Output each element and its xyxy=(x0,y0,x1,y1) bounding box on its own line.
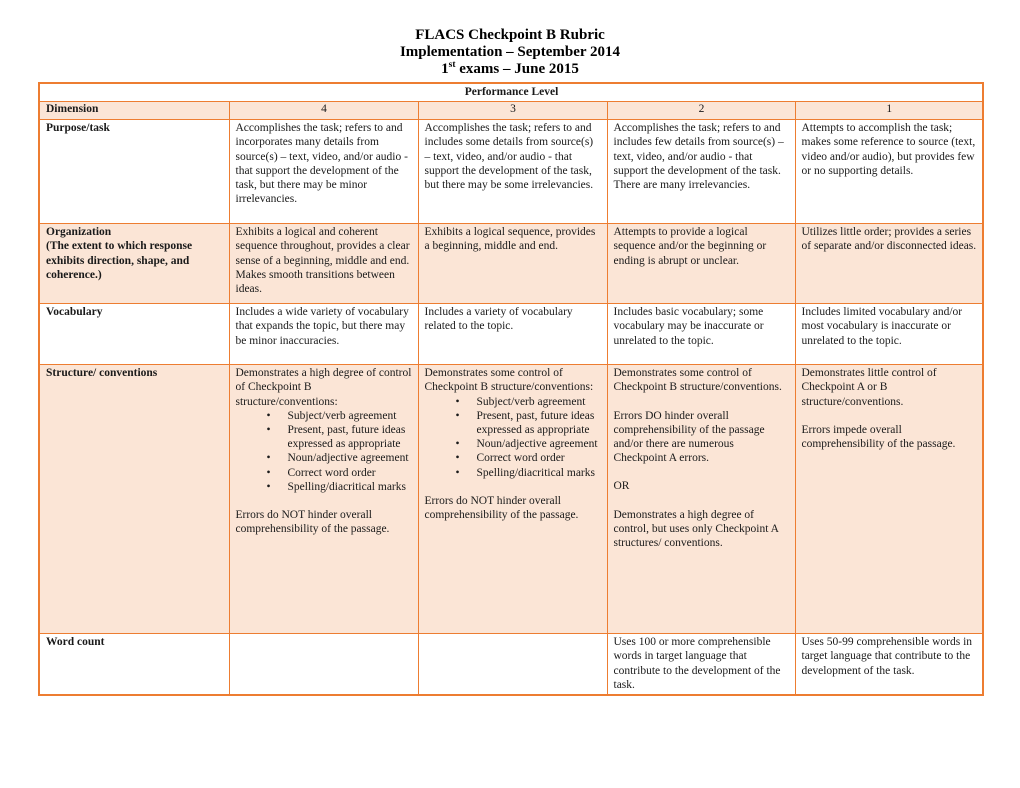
header-level-3: 3 xyxy=(418,102,607,120)
bullet-item: • Noun/adjective agreement xyxy=(425,437,602,451)
cell-paragraph: Accomplishes the task; refers to and includes few details from source(s) – text, video, and/or audio - that support the development of the task. There are many irrelevancies. xyxy=(613,122,784,192)
bullet-item: • Spelling/diacritical marks xyxy=(425,466,602,480)
cell-paragraph: Demonstrates some control of Checkpoint B structure/conventions: xyxy=(424,367,594,394)
header-level-4: 4 xyxy=(229,102,418,120)
blank-line xyxy=(614,494,790,508)
blank-line xyxy=(614,465,790,479)
cell-paragraph: Accomplishes the task; refers to and incorporates many details from source(s) – text, video, and/or audio - that support the development of the task, but there may be minor irrelevancies. xyxy=(235,122,408,206)
cell-vocabulary-level-2 xyxy=(607,304,795,365)
table-row-structure-conventions xyxy=(39,365,983,634)
dimension-organization xyxy=(39,224,229,304)
cell-paragraph: Errors DO hinder overall comprehensibility of the passage and/or there are numerous Checkpoint A errors. xyxy=(613,409,765,465)
cell-organization-level-3 xyxy=(418,224,607,304)
cell-structure-conventions-level-1 xyxy=(795,365,983,634)
bullet-item: • Present, past, future ideas expressed as appropriate xyxy=(425,409,602,437)
cell-structure-conventions-level-3 xyxy=(418,365,607,634)
dimension-label: Word count xyxy=(46,636,105,649)
cell-paragraph: Accomplishes the task; refers to and includes some details from source(s) – text, video, and/or audio - that support the development of the task, but there may be some irrelevancies. xyxy=(424,122,594,192)
cell-word-count-level-4 xyxy=(229,634,418,695)
performance-level-row xyxy=(39,83,983,102)
bullet-item: • Noun/adjective agreement xyxy=(236,451,413,465)
cell-paragraph: Includes basic vocabulary; some vocabulary may be inaccurate or unrelated to the topic. xyxy=(613,306,764,347)
blank-line xyxy=(236,494,413,508)
dimension-label: Vocabulary xyxy=(46,306,103,319)
cell-paragraph: Demonstrates a high degree of control, but uses only Checkpoint A structures/ conventions. xyxy=(613,508,779,550)
cell-purpose-task-level-1 xyxy=(795,120,983,224)
cell-paragraph: Attempts to provide a logical sequence and/or the beginning or ending is abrupt or unclear. xyxy=(613,226,767,267)
cell-paragraph: Uses 50-99 comprehensible words in target language that contribute to the development of the task. xyxy=(801,636,973,677)
title-line-2: Implementation – September 2014 xyxy=(399,44,621,60)
cell-paragraph: Demonstrates some control of Checkpoint B structure/conventions. xyxy=(613,367,782,394)
bullet-list xyxy=(236,409,413,494)
performance-level-header: Performance Level xyxy=(39,83,983,102)
dimension-label: Purpose/task xyxy=(46,122,110,135)
cell-paragraph: OR xyxy=(613,480,630,493)
cell-paragraph: Errors do NOT hinder overall comprehensibility of the passage. xyxy=(235,509,390,536)
bullet-item: • Subject/verb agreement xyxy=(236,409,413,423)
blank-line xyxy=(802,409,978,423)
dimension-purpose-task xyxy=(39,120,229,224)
cell-word-count-level-3 xyxy=(418,634,607,695)
cell-vocabulary-level-4 xyxy=(229,304,418,365)
dimension-label: Organization xyxy=(46,226,112,239)
cell-paragraph: Includes a variety of vocabulary related to the topic. xyxy=(424,306,573,333)
title-line-1: FLACS Checkpoint B Rubric xyxy=(415,27,605,43)
document-title xyxy=(0,27,1020,78)
cell-paragraph: Demonstrates a high degree of control of Checkpoint B structure/conventions: xyxy=(235,367,412,408)
header-dimension: Dimension xyxy=(39,102,229,120)
table-row-organization xyxy=(39,224,983,304)
header-level-2: 2 xyxy=(607,102,795,120)
bullet-item: • Present, past, future ideas expressed as appropriate xyxy=(236,423,413,451)
cell-paragraph: Attempts to accomplish the task; makes some reference to source (text, video and/or audio), but provides few or no supporting details. xyxy=(801,122,976,177)
cell-paragraph: Uses 100 or more comprehensible words in target language that contribute to the development of the task. xyxy=(613,636,781,691)
header-level-1: 1 xyxy=(795,102,983,120)
rubric-table xyxy=(38,82,984,696)
superscript-st: st xyxy=(448,60,456,70)
bullet-item: • Correct word order xyxy=(425,451,602,465)
table-row-purpose-task xyxy=(39,120,983,224)
cell-purpose-task-level-2 xyxy=(607,120,795,224)
table-row-vocabulary xyxy=(39,304,983,365)
cell-paragraph: Errors impede overall comprehensibility of the passage. xyxy=(801,423,956,451)
blank-line xyxy=(425,480,602,494)
dimension-vocabulary xyxy=(39,304,229,365)
cell-structure-conventions-level-4 xyxy=(229,365,418,634)
cell-organization-level-2 xyxy=(607,224,795,304)
cell-organization-level-4 xyxy=(229,224,418,304)
bullet-item: • Spelling/diacritical marks xyxy=(236,480,413,494)
cell-paragraph: Includes a wide variety of vocabulary that expands the topic, but there may be minor inaccuracies. xyxy=(235,306,409,347)
bullet-item: • Correct word order xyxy=(236,466,413,480)
cell-paragraph: Exhibits a logical and coherent sequence throughout, provides a clear sense of a beginning, middle and end. Makes smooth transitions between ideas. xyxy=(235,226,413,296)
bullet-list xyxy=(425,395,602,480)
cell-purpose-task-level-4 xyxy=(229,120,418,224)
blank-line xyxy=(614,395,790,409)
table-row-word-count xyxy=(39,634,983,695)
cell-purpose-task-level-3 xyxy=(418,120,607,224)
dimension-structure-conventions xyxy=(39,365,229,634)
cell-paragraph: Includes limited vocabulary and/or most vocabulary is inaccurate or unrelated to the topic. xyxy=(801,306,963,347)
cell-structure-conventions-level-2 xyxy=(607,365,795,634)
dimension-label: Structure/ conventions xyxy=(46,367,158,380)
column-header-row xyxy=(39,102,983,120)
title-line-3: 1st exams – June 2015 xyxy=(441,60,579,77)
cell-vocabulary-level-3 xyxy=(418,304,607,365)
cell-paragraph: Exhibits a logical sequence, provides a beginning, middle and end. xyxy=(424,226,596,253)
dimension-word-count xyxy=(39,634,229,695)
cell-organization-level-1 xyxy=(795,224,983,304)
cell-vocabulary-level-1 xyxy=(795,304,983,365)
cell-paragraph: Demonstrates little control of Checkpoint A or B structure/conventions. xyxy=(801,367,937,408)
cell-word-count-level-2 xyxy=(607,634,795,695)
cell-word-count-level-1 xyxy=(795,634,983,695)
cell-paragraph: Utilizes little order; provides a series of separate and/or disconnected ideas. xyxy=(801,226,977,253)
bullet-item: • Subject/verb agreement xyxy=(425,395,602,409)
dimension-note: (The extent to which response exhibits direction, shape, and coherence.) xyxy=(46,240,193,281)
cell-paragraph: Errors do NOT hinder overall comprehensibility of the passage. xyxy=(424,494,579,522)
